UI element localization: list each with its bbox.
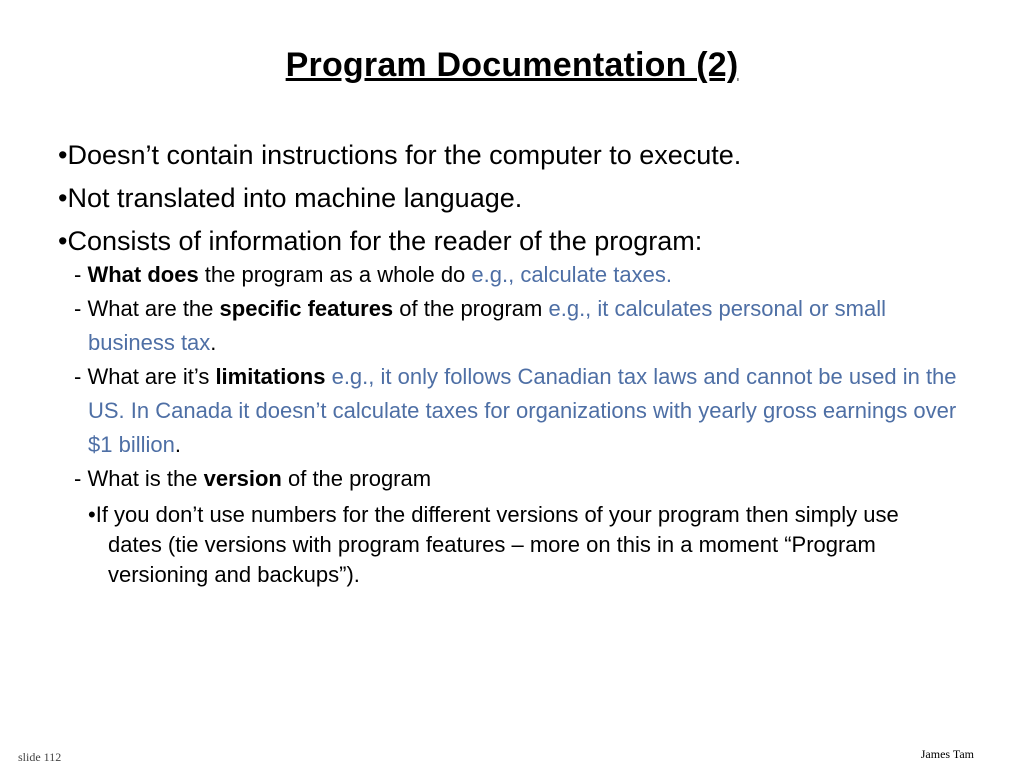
bold-text: specific features (219, 296, 394, 321)
example-text: e.g., calculate taxes. (471, 262, 672, 287)
bullet-text: If you don’t use numbers for the different versions of your program then simply use dates (tie versions with program features – more on this in a moment “Program versioning and backups”). (95, 502, 899, 587)
text: of the program (393, 296, 549, 321)
text: What are it’s (87, 364, 216, 389)
dash-marker: - (74, 364, 82, 389)
sub-bullet-list (74, 258, 974, 496)
bullet-marker: • (88, 502, 96, 527)
bullet-marker: • (58, 140, 68, 170)
bullet-marker: • (58, 226, 68, 256)
bold-text: version (203, 466, 282, 491)
text: . (210, 330, 217, 355)
text: of the program (281, 466, 432, 491)
sub-item-features (74, 292, 974, 360)
sub-item-version (74, 462, 974, 496)
bullet-marker: • (58, 183, 68, 213)
bold-text: What does (87, 262, 199, 287)
dash-marker: - (74, 296, 82, 321)
text: What is the (87, 466, 204, 491)
example-text: e.g., it only follows Canadian tax laws and cannot be used in the US. In Canada it doesn’t calculate taxes for organizations with yearly gross earnings over $1 billion (88, 364, 957, 457)
text: the program as a whole do (198, 262, 472, 287)
bullet-text: Doesn’t contain instructions for the computer to execute. (67, 140, 742, 170)
dash-marker: - (74, 262, 82, 287)
sub-sub-bullet-list (88, 500, 948, 590)
author-name: James Tam (920, 747, 974, 761)
bullet-text: Consists of information for the reader of the program: (67, 226, 703, 256)
main-bullet-list (58, 134, 988, 263)
bold-text: limitations (215, 364, 326, 389)
bullet-text: Not translated into machine language. (67, 183, 523, 213)
bullet-item (58, 134, 988, 177)
sub-item-limitations (74, 360, 974, 462)
slide-title: Program Documentation (2) (285, 46, 739, 84)
example-text: e.g., it calculates personal or small business tax (88, 296, 886, 355)
bullet-item (58, 177, 988, 220)
sub-sub-item-versioning (88, 500, 948, 590)
bullet-item (58, 220, 988, 263)
text: . (174, 432, 181, 457)
sub-item-what-does (74, 258, 974, 292)
dash-marker: - (74, 466, 82, 491)
slide-number: slide 112 (18, 750, 62, 764)
text: What are the (87, 296, 220, 321)
